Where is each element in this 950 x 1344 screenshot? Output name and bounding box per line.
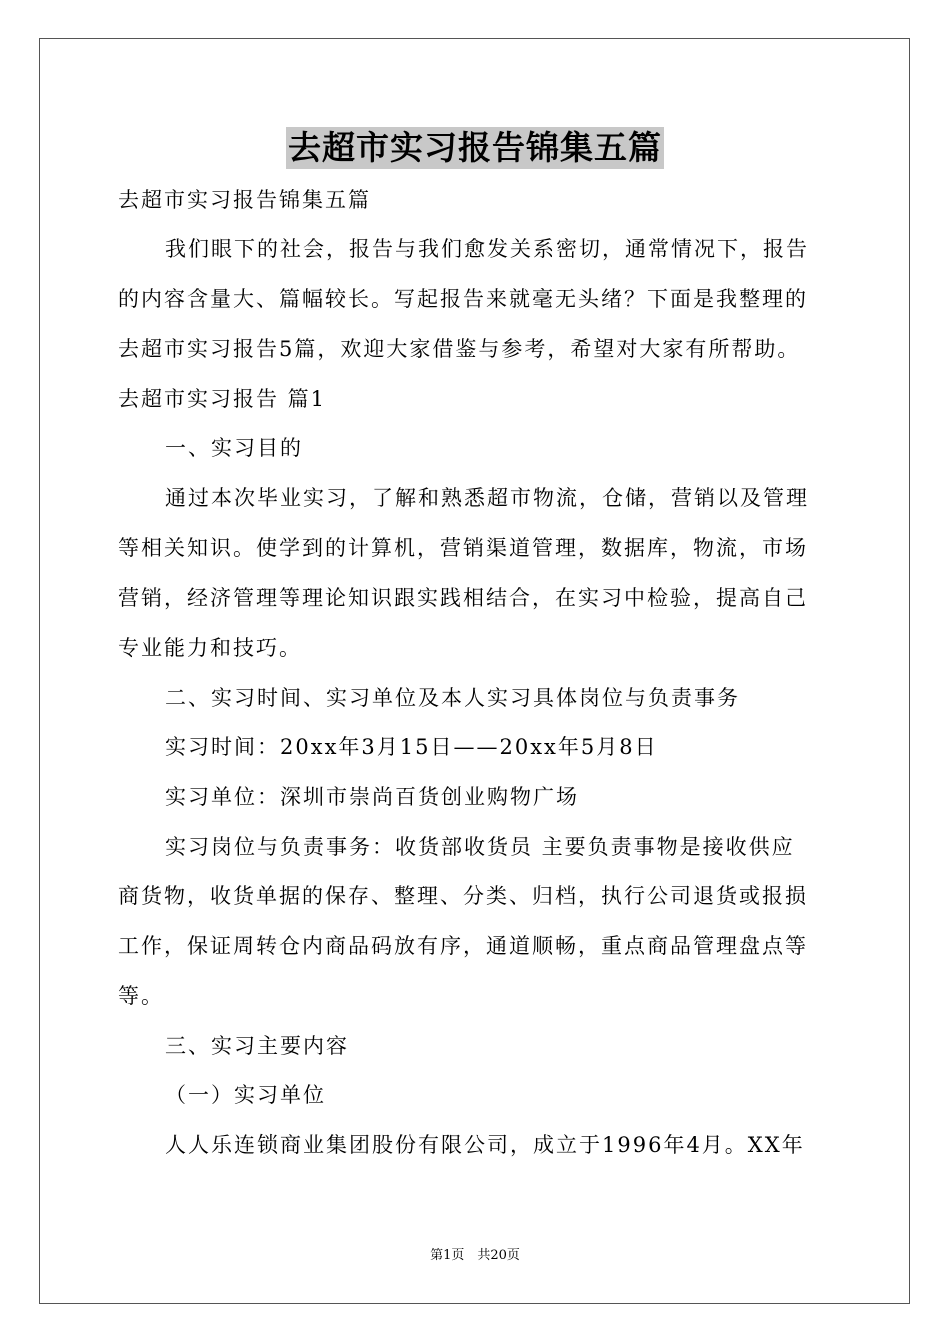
paragraph-line: 等相关知识。使学到的计算机，营销渠道管理，数据库，物流，市场 xyxy=(118,536,808,560)
title-wrap xyxy=(0,127,950,169)
paragraph-line: 实习单位：深圳市崇尚百货创业购物广场 xyxy=(165,785,579,809)
paragraph-line: 等。 xyxy=(118,984,164,1008)
page-number-footer: 第1页 共20页 xyxy=(430,1248,520,1263)
paragraph-line: 去超市实习报告5篇，欢迎大家借鉴与参考，希望对大家有所帮助。 xyxy=(118,337,801,361)
paragraph-line: 商货物，收货单据的保存、整理、分类、归档，执行公司退货或报损 xyxy=(118,884,808,908)
paragraph-line: 我们眼下的社会，报告与我们愈发关系密切，通常情况下，报告 xyxy=(165,237,809,261)
paragraph-line: 通过本次毕业实习，了解和熟悉超市物流，仓储，营销以及管理 xyxy=(165,486,809,510)
paragraph-line: 人人乐连锁商业集团股份有限公司，成立于1996年4月。XX年 xyxy=(165,1133,805,1157)
paragraph-line: 专业能力和技巧。 xyxy=(118,636,302,660)
paragraph-line: 工作，保证周转仓内商品码放有序，通道顺畅，重点商品管理盘点等 xyxy=(118,934,808,958)
subtitle-line: 去超市实习报告锦集五篇 xyxy=(118,188,371,212)
paragraph-line: 实习岗位与负责事务：收货部收货员 主要负责事物是接收供应 xyxy=(165,835,795,859)
section-heading: 去超市实习报告 篇1 xyxy=(118,387,327,411)
section-heading: 一、实习目的 xyxy=(165,436,303,460)
section-heading: 二、实习时间、实习单位及本人实习具体岗位与负责事务 xyxy=(165,686,740,710)
page-border xyxy=(39,38,910,1304)
paragraph-line: 营销，经济管理等理论知识跟实践相结合，在实习中检验，提高自己 xyxy=(118,586,808,610)
section-heading: 三、实习主要内容 xyxy=(165,1034,349,1058)
document-title: 去超市实习报告锦集五篇 xyxy=(288,128,662,167)
section-heading: （一）实习单位 xyxy=(165,1083,326,1107)
paragraph-line: 实习时间：20xx年3月15日——20xx年5月8日 xyxy=(165,735,658,759)
paragraph-line: 的内容含量大、篇幅较长。写起报告来就毫无头绪？下面是我整理的 xyxy=(118,287,808,311)
